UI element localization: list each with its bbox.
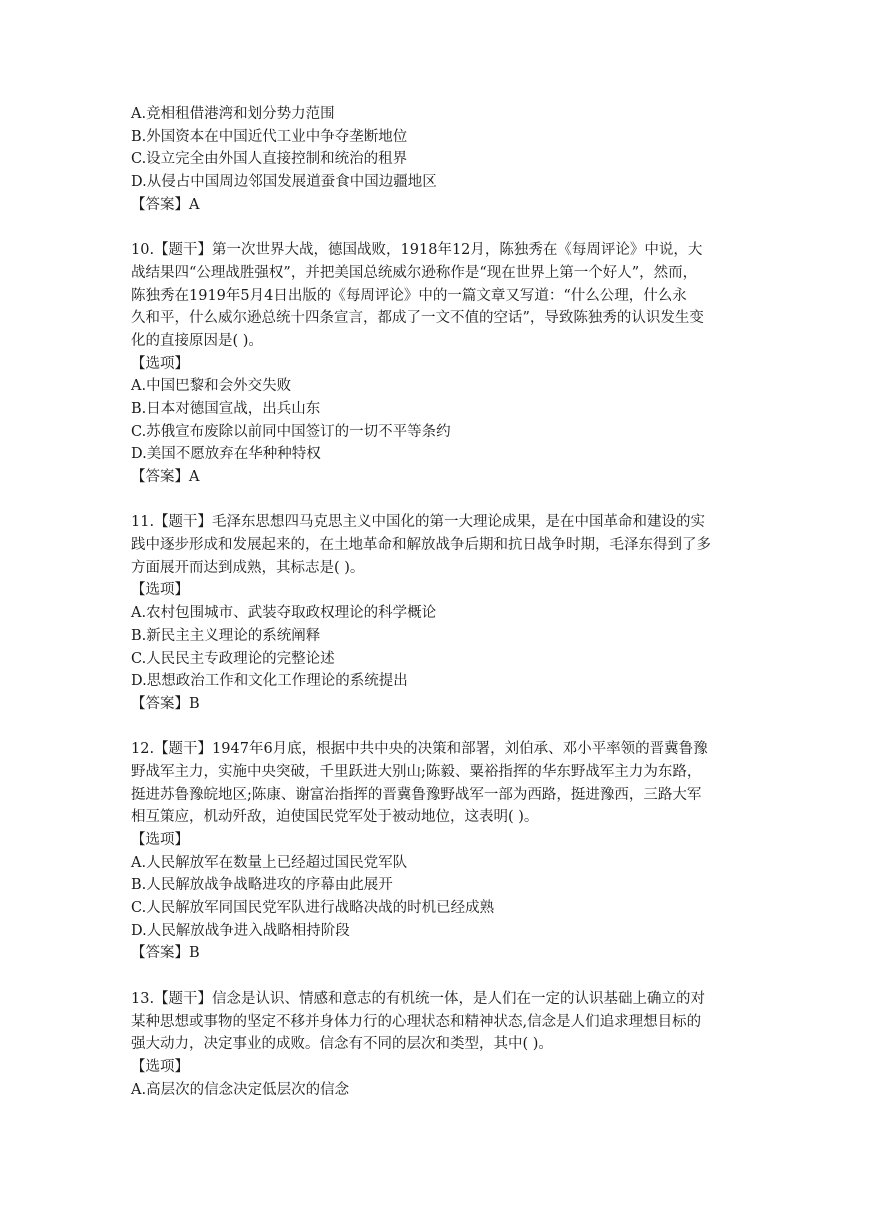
text-line: C.人民民主专政理论的完整论述 — [131, 650, 335, 667]
text-line: 方面展开而达到成熟，其标志是( )。 — [131, 559, 365, 576]
paragraph-gap — [131, 965, 741, 988]
text-line: C.人民解放军同国民党军队进行战略决战的时机已经成熟 — [131, 900, 495, 917]
text-line: A.竞相租借港湾和划分势力范围 — [131, 106, 335, 122]
text-line: 陈独秀在1919年5月4日出版的《每周评论》中的一篇文章又写道：“什么公理，什么永 — [131, 287, 687, 304]
text-line: C.设立完全由外国人直接控制和统治的租界 — [131, 151, 408, 168]
paragraph-gap — [131, 489, 741, 512]
text-line: 【答案】A — [131, 469, 200, 485]
text-line: 【答案】B — [131, 695, 200, 712]
text-line: 强大动力，决定事业的成败。信念有不同的层次和类型，其中( )。 — [131, 1036, 553, 1053]
text-line: 12.【题干】1947年6月底，根据中共中央的决策和部署，刘伯承、邓小平率领的晋冀鲁豫 — [131, 741, 708, 758]
text-line: A.高层次的信念决定低层次的信念 — [131, 1081, 350, 1098]
text-line: C.苏俄宣布废除以前同中国签订的一切不平等条约 — [131, 423, 451, 440]
text-line: B.人民解放战争战略进攻的序幕由此展开 — [131, 877, 393, 894]
text-line: B.外国资本在中国近代工业中争夺垄断地位 — [131, 128, 408, 145]
text-line: 11.【题干】毛泽东思想四马克思主义中国化的第一大理论成果，是在中国革命和建设的实 — [131, 514, 706, 531]
text-line: D.美国不愿放弃在华种种特权 — [131, 446, 321, 463]
text-line: 【选项】 — [131, 1058, 189, 1075]
text-line: A.中国巴黎和会外交失败 — [131, 378, 292, 395]
text-line: 相互策应，机动歼敌，迫使国民党军处于被动地位，这表明( )。 — [131, 809, 539, 826]
text-line: A.农村包围城市、武装夺取政权理论的科学概论 — [131, 605, 437, 622]
text-line: 【选项】 — [131, 355, 189, 372]
text-line: 13.【题干】信念是认识、情感和意志的有机统一体，是人们在一定的认识基础上确立的对 — [131, 990, 706, 1007]
text-line: 久和平，什么威尔逊总统十四条宣言，都成了一文不值的空话”，导致陈独秀的认识发生变 — [131, 310, 704, 327]
text-line: 【选项】 — [131, 582, 189, 599]
text-line: 战结果四“公理战胜强权”，并把美国总统威尔逊称作是“现在世界上第一个好人”，然而， — [131, 264, 698, 281]
text-line: A.人民解放军在数量上已经超过国民党军队 — [131, 854, 408, 871]
text-line: D.人民解放战争进入战略相持阶段 — [131, 922, 350, 939]
text-line: 野战军主力，实施中央突破，千里跃进大别山;陈毅、粟裕指挥的华东野战军主力为东路， — [131, 763, 702, 780]
document-page — [131, 103, 741, 1101]
text-line: 化的直接原因是( )。 — [131, 332, 263, 349]
text-line: D.思想政治工作和文化工作理论的系统提出 — [131, 673, 408, 690]
text-line: D.从侵占中国周边邻国发展道蚕食中国边疆地区 — [131, 174, 437, 191]
paragraph-gap — [131, 216, 741, 239]
text-line: 10.【题干】第一次世界大战，德国战败，1918年12月，陈独秀在《每周评论》中说，大 — [131, 242, 703, 259]
text-line: 践中逐步形成和发展起来的，在土地革命和解放战争后期和抗日战争时期，毛泽东得到了多 — [131, 537, 711, 554]
text-line: 【选项】 — [131, 832, 189, 848]
text-line: 挺进苏鲁豫皖地区;陈康、谢富治指挥的晋冀鲁豫野战军一部为西路，挺进豫西，三路大军 — [131, 786, 702, 803]
text-line: 【答案】B — [131, 945, 200, 962]
text-line: 某种思想或事物的坚定不移并身体力行的心理状态和精神状态,信念是人们追求理想目标的 — [131, 1013, 702, 1030]
text-line: B.新民主主义理论的系统阐释 — [131, 627, 321, 644]
paragraph-gap — [131, 716, 741, 739]
text-line: B.日本对德国宣战，出兵山东 — [131, 400, 321, 417]
text-line: 【答案】A — [131, 196, 200, 213]
